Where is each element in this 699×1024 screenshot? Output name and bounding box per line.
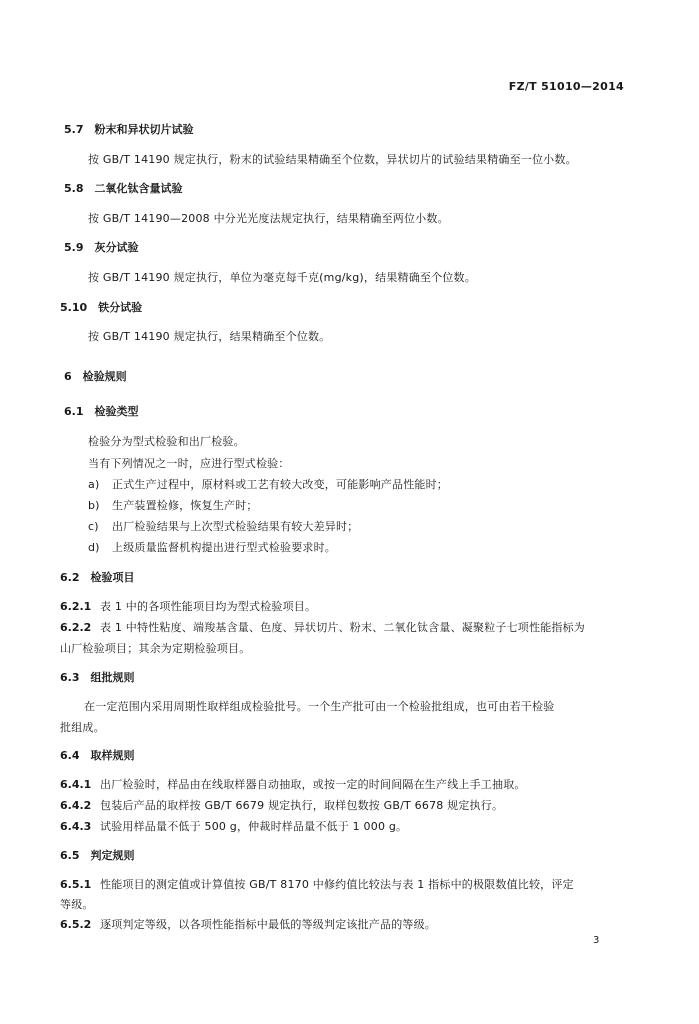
clause-text-continued: 山厂检验项目；其余为定期检验项目。 <box>60 642 251 655</box>
list-item-text: 正式生产过程中，原材料或工艺有较大改变，可能影响产品性能时； <box>112 478 448 491</box>
section-6-1-line2: 当有下列情况之一时，应进行型式检验： <box>88 457 290 470</box>
standard-number: FZ/T 51010—2014 <box>508 80 624 93</box>
clause-text: 性能项目的测定值或计算值按 GB/T 8170 中修约值比较法与表 1 指标中的极限数值比较，评定 <box>100 878 574 891</box>
list-item-text: 生产装置检修，恢复生产时； <box>112 499 258 512</box>
list-item-label: b) <box>88 499 100 512</box>
section-6-1-title: 6.1 检验类型 <box>64 405 139 418</box>
list-item-label: c) <box>88 520 99 533</box>
clause-text: 出厂检验时，样品由在线取样器自动抽取，或按一定的时间间隔在生产线上手工抽取。 <box>100 778 526 791</box>
list-item-label: d) <box>88 541 100 554</box>
list-item-text: 上级质量监督机构提出进行型式检验要求时。 <box>112 541 336 554</box>
section-6-title: 6 检验规则 <box>64 370 127 383</box>
section-6-3-text-continued: 批组成。 <box>60 721 105 734</box>
section-6-3-text: 在一定范围内采用周期性取样组成检验批号。一个生产批可由一个检验批组成，也可由若干检验 <box>84 700 555 713</box>
clause-text: 试验用样品量不低于 500 g，仲裁时样品量不低于 1 000 g。 <box>100 820 408 833</box>
clause-number: 6.2.1 <box>60 600 92 613</box>
section-6-1-line1: 检验分为型式检验和出厂检验。 <box>88 435 245 448</box>
section-5-7-title: 5.7 粉末和异状切片试验 <box>64 123 194 136</box>
clause-text-continued: 等级。 <box>60 898 94 911</box>
clause-number: 6.2.2 <box>60 621 92 634</box>
section-5-10-title: 5.10 铁分试验 <box>60 301 143 314</box>
section-5-9-text: 按 GB/T 14190 规定执行，单位为毫克每千克(mg/kg)，结果精确至个位数。 <box>88 271 476 284</box>
list-item-label: a) <box>88 478 100 491</box>
section-6-4-title: 6.4 取样规则 <box>60 749 135 762</box>
clause-number: 6.4.3 <box>60 820 92 833</box>
clause-number: 6.5.2 <box>60 918 92 931</box>
clause-number: 6.4.1 <box>60 778 92 791</box>
section-5-8-title: 5.8 二氧化钛含量试验 <box>64 182 183 195</box>
section-5-7-text: 按 GB/T 14190 规定执行，粉末的试验结果精确至个位数，异状切片的试验结果精确至一位小数。 <box>88 153 577 166</box>
clause-text: 包装后产品的取样按 GB/T 6679 规定执行，取样包数按 GB/T 6678 规定执行。 <box>100 799 504 812</box>
clause-text: 表 1 中的各项性能项目均为型式检验项目。 <box>100 600 317 613</box>
clause-text: 逐项判定等级，以各项性能指标中最低的等级判定该批产品的等级。 <box>100 918 436 931</box>
section-6-5-title: 6.5 判定规则 <box>60 849 135 862</box>
page-number: 3 <box>593 935 600 946</box>
clause-text: 表 1 中特性粘度、端羧基含量、色度、异状切片、粉末、二氧化钛含量、凝聚粒子七项性能指标为 <box>100 621 585 634</box>
section-5-10-text: 按 GB/T 14190 规定执行，结果精确至个位数。 <box>88 330 331 343</box>
list-item-text: 出厂检验结果与上次型式检验结果有较大差异时； <box>112 520 359 533</box>
section-5-8-text: 按 GB/T 14190—2008 中分光光度法规定执行，结果精确至两位小数。 <box>88 212 449 225</box>
clause-number: 6.5.1 <box>60 878 92 891</box>
clause-number: 6.4.2 <box>60 799 92 812</box>
section-6-2-title: 6.2 检验项目 <box>60 571 135 584</box>
section-5-9-title: 5.9 灰分试验 <box>64 241 139 254</box>
section-6-3-title: 6.3 组批规则 <box>60 671 135 684</box>
